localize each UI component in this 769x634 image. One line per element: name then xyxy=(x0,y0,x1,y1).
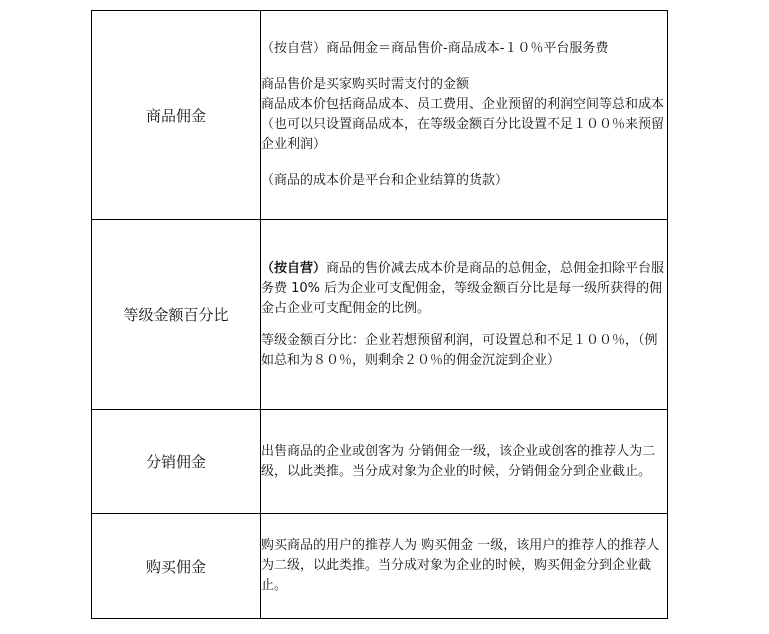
row-label-level-percentage: 等级金额百分比 xyxy=(92,220,261,410)
table-row xyxy=(92,410,668,514)
row-content-level-percentage xyxy=(261,220,668,410)
table-row xyxy=(92,514,668,619)
table-row xyxy=(92,11,668,220)
row-label-product-commission: 商品佣金 xyxy=(92,11,261,220)
paragraph-text: 商品的售价减去成本价是商品的总佣金，总佣金扣除平台服务费 10% 后为企业可支配佣金，等级金额百分比是每一级所获得的佣金占企业可支配佣金的比例。 xyxy=(261,260,665,316)
paragraph: （商品的成本价是平台和企业结算的货款） xyxy=(261,173,509,188)
paragraph: 商品售价是买家购买时需支付的金额 xyxy=(261,77,470,92)
row-content-product-commission xyxy=(261,11,668,220)
paragraph: 等级金额百分比：企业若想预留利润，可设置总和不足１００％，（例如总和为８０％，则剩余２０％的佣金沉淀到企业） xyxy=(261,332,658,368)
row-content-purchase-commission xyxy=(261,514,668,619)
paragraph: 购买商品的用户的推荐人为 购买佣金 一级，该用户的推荐人的推荐人为二级，以此类推。当分成对象为企业的时候，购买佣金分到企业截止。 xyxy=(261,538,660,593)
paragraph: 商品成本价包括商品成本、员工费用、企业预留的利润空间等总和成本（也可以只设置商品成本，在等级金额百分比设置不足１００％来预留企业利润） xyxy=(261,97,665,152)
table-row xyxy=(92,220,668,410)
bold-prefix: （按自营） xyxy=(261,260,327,276)
commission-table xyxy=(91,10,668,619)
row-content-distribution-commission xyxy=(261,410,668,514)
paragraph: （按自营）商品佣金＝商品售价-商品成本-１０％平台服务费 xyxy=(261,41,609,56)
paragraph xyxy=(261,259,667,319)
row-label-purchase-commission: 购买佣金 xyxy=(92,514,261,619)
paragraph: 出售商品的企业或创客为 分销佣金一级，该企业或创客的推荐人为二级，以此类推。当分成对象为企业的时候，分销佣金分到企业截止。 xyxy=(261,443,656,479)
row-label-distribution-commission: 分销佣金 xyxy=(92,410,261,514)
